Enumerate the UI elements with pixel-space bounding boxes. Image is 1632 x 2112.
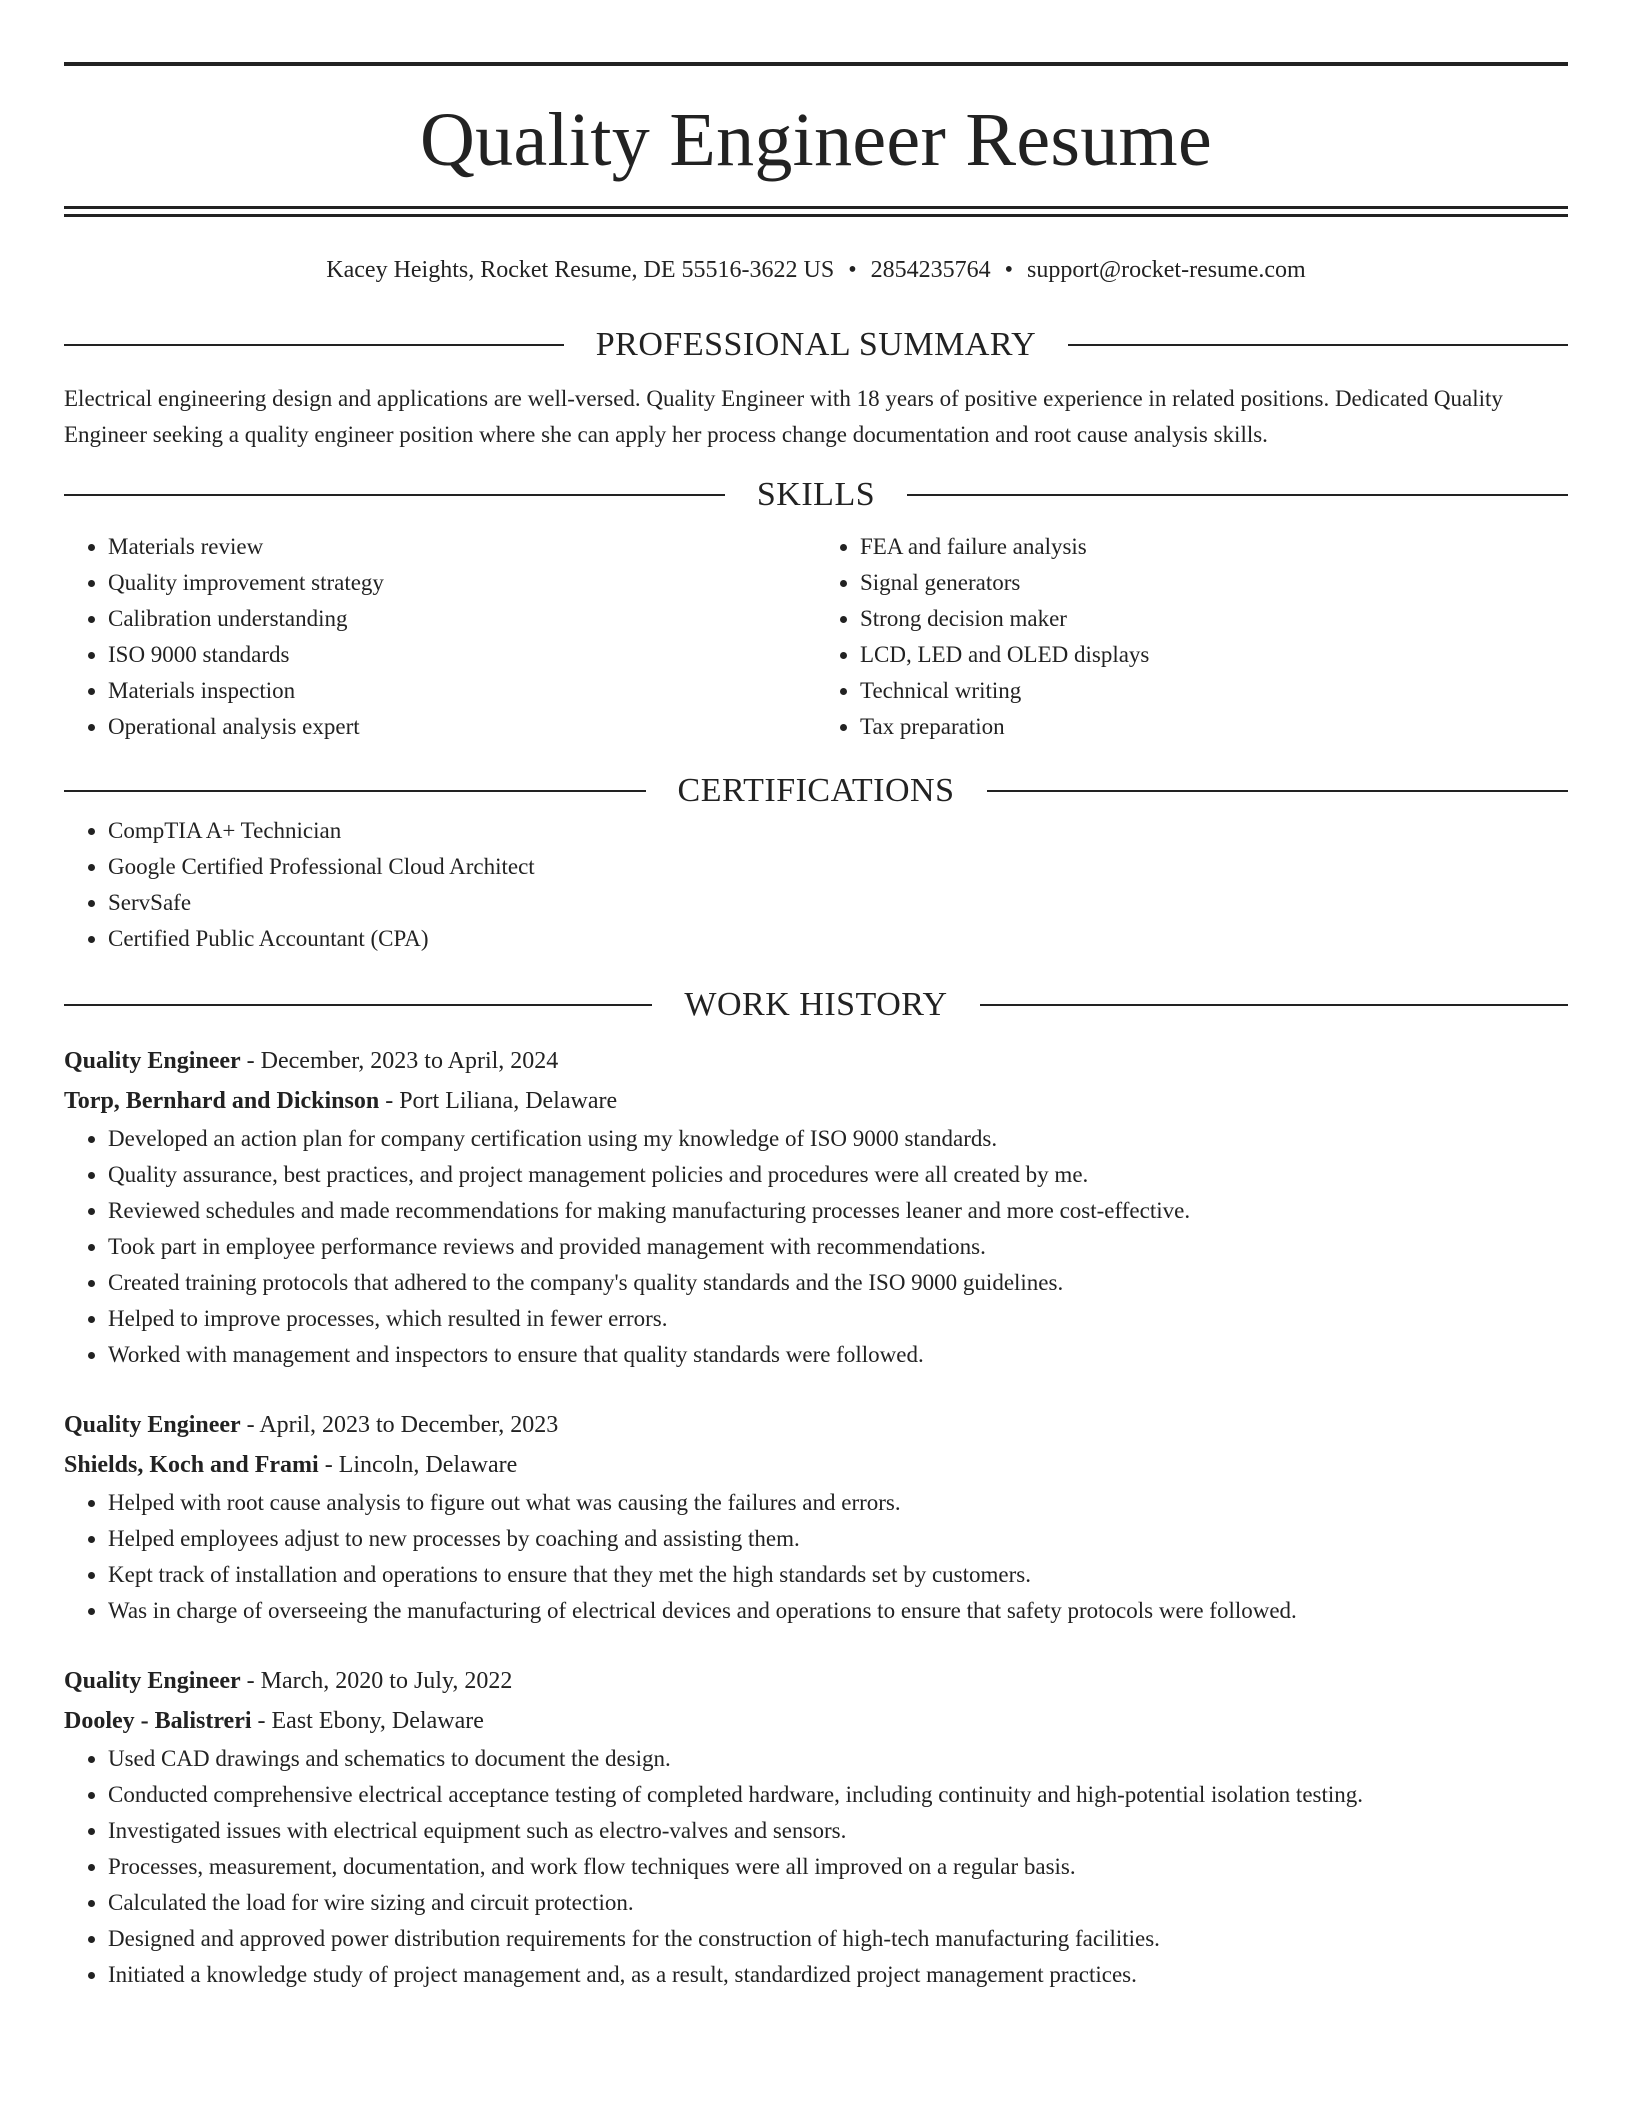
job-title-line xyxy=(64,1661,1568,1701)
contact-phone: 2854235764 xyxy=(870,257,991,283)
job-title-line xyxy=(64,1405,1568,1445)
section-rule-right xyxy=(987,790,1569,792)
section-title-skills: SKILLS xyxy=(756,476,876,513)
job-entry xyxy=(64,1661,1568,1993)
job-duty-item: • Quality assurance, best practices, and project management policies and procedures were all created by me. xyxy=(108,1157,1568,1193)
job-company-line xyxy=(64,1081,1568,1121)
section-rule-left xyxy=(64,494,725,496)
job-duty-item: • Used CAD drawings and schematics to document the design. xyxy=(108,1741,1568,1777)
job-duty-item: • Investigated issues with electrical equipment such as electro-valves and sensors. xyxy=(108,1813,1568,1849)
job-duty-item: • Was in charge of overseeing the manufacturing of electrical devices and operations to ensure that safety protocols were followed. xyxy=(108,1593,1568,1629)
title-bottom-double-rule xyxy=(64,206,1568,217)
skill-item: • FEA and failure analysis xyxy=(860,529,1568,565)
work-history-list xyxy=(64,1041,1568,1993)
job-location: - Lincoln, Delaware xyxy=(318,1452,518,1478)
skill-item: • Technical writing xyxy=(860,673,1568,709)
title-top-rule xyxy=(64,62,1568,66)
job-company: Torp, Bernhard and Dickinson xyxy=(64,1088,380,1114)
job-role: Quality Engineer xyxy=(64,1048,241,1074)
job-company-line xyxy=(64,1701,1568,1741)
section-header-skills xyxy=(64,473,1568,517)
skill-item: • Quality improvement strategy xyxy=(108,565,816,601)
job-duty-item: • Created training protocols that adhered to the company's quality standards and the ISO 9000 guidelines. xyxy=(108,1265,1568,1301)
section-title-work-history: WORK HISTORY xyxy=(684,986,948,1023)
job-company-line xyxy=(64,1445,1568,1485)
job-duty-item: • Worked with management and inspectors to ensure that quality standards were followed. xyxy=(108,1337,1568,1373)
section-rule-left xyxy=(64,344,564,346)
job-dates: - December, 2023 to April, 2024 xyxy=(240,1048,559,1074)
job-duty-item: • Conducted comprehensive electrical acceptance testing of completed hardware, including continuity and high-potential isolation testing. xyxy=(108,1777,1568,1813)
section-title-summary: PROFESSIONAL SUMMARY xyxy=(595,326,1037,363)
job-entry xyxy=(64,1405,1568,1629)
job-duty-item: • Reviewed schedules and made recommendations for making manufacturing processes leaner and more cost-effective. xyxy=(108,1193,1568,1229)
skill-item: • Tax preparation xyxy=(860,709,1568,745)
skill-item: • Strong decision maker xyxy=(860,601,1568,637)
section-rule-left xyxy=(64,1004,652,1006)
skills-grid xyxy=(64,529,1568,745)
job-duties-list xyxy=(64,1741,1568,1993)
certification-item: • Google Certified Professional Cloud Architect xyxy=(108,849,1568,885)
job-duty-item: • Took part in employee performance reviews and provided management with recommendations. xyxy=(108,1229,1568,1265)
job-dates: - March, 2020 to July, 2022 xyxy=(240,1668,513,1694)
contact-address: Kacey Heights, Rocket Resume, DE 55516-3622 US xyxy=(326,257,835,283)
summary-text: Electrical engineering design and applications are well-versed. Quality Engineer with 18 years of positive experience in related positions. Dedicated Quality Engineer seeking a quality engineer position where she can apply her process change documentation and root cause analysis skills. xyxy=(64,386,1503,447)
skill-item: • LCD, LED and OLED displays xyxy=(860,637,1568,673)
job-duties-list xyxy=(64,1485,1568,1629)
job-role: Quality Engineer xyxy=(64,1412,241,1438)
skills-column-right xyxy=(816,529,1568,745)
section-header-summary xyxy=(64,323,1568,367)
job-dates: - April, 2023 to December, 2023 xyxy=(240,1412,559,1438)
job-duty-item: • Developed an action plan for company certification using my knowledge of ISO 9000 standards. xyxy=(108,1121,1568,1157)
job-duty-item: • Helped employees adjust to new processes by coaching and assisting them. xyxy=(108,1521,1568,1557)
section-rule-left xyxy=(64,790,646,792)
section-title-certifications: CERTIFICATIONS xyxy=(677,772,955,809)
skills-column-left xyxy=(64,529,816,745)
section-rule-right xyxy=(980,1004,1568,1006)
job-duty-item: • Designed and approved power distribution requirements for the construction of high-tech manufacturing facilities. xyxy=(108,1921,1568,1957)
job-duty-item: • Initiated a knowledge study of project management and, as a result, standardized project management practices. xyxy=(108,1957,1568,1993)
section-rule-right xyxy=(1068,344,1568,346)
job-duty-item: • Processes, measurement, documentation, and work flow techniques were all improved on a regular basis. xyxy=(108,1849,1568,1885)
job-duty-item: • Kept track of installation and operations to ensure that they met the high standards set by customers. xyxy=(108,1557,1568,1593)
job-entry xyxy=(64,1041,1568,1373)
job-company: Shields, Koch and Frami xyxy=(64,1452,319,1478)
job-title-line xyxy=(64,1041,1568,1081)
skill-item: • Operational analysis expert xyxy=(108,709,816,745)
skill-item: • Materials inspection xyxy=(108,673,816,709)
skill-item: • Materials review xyxy=(108,529,816,565)
skills-list-left xyxy=(64,529,816,745)
certification-item: • CompTIA A+ Technician xyxy=(108,813,1568,849)
job-duty-item: • Helped to improve processes, which resulted in fewer errors. xyxy=(108,1301,1568,1337)
skill-item: • Signal generators xyxy=(860,565,1568,601)
certification-item: • Certified Public Accountant (CPA) xyxy=(108,921,1568,957)
certifications-list xyxy=(64,813,1568,957)
section-rule-right xyxy=(907,494,1568,496)
section-header-work-history xyxy=(64,983,1568,1027)
job-duty-item: • Helped with root cause analysis to figure out what was causing the failures and errors. xyxy=(108,1485,1568,1521)
job-company: Dooley - Balistreri xyxy=(64,1708,252,1734)
contact-separator: • xyxy=(848,257,857,283)
skill-item: • ISO 9000 standards xyxy=(108,637,816,673)
skills-list-right xyxy=(816,529,1568,745)
section-header-certifications xyxy=(64,769,1568,813)
job-duty-item: • Calculated the load for wire sizing and circuit protection. xyxy=(108,1885,1568,1921)
certification-item: • ServSafe xyxy=(108,885,1568,921)
job-duties-list xyxy=(64,1121,1568,1373)
job-role: Quality Engineer xyxy=(64,1668,241,1694)
job-location: - Port Liliana, Delaware xyxy=(379,1088,618,1114)
contact-separator: • xyxy=(1004,257,1014,283)
job-location: - East Ebony, Delaware xyxy=(251,1708,484,1734)
resume-title: Quality Engineer Resume xyxy=(419,98,1213,182)
skill-item: • Calibration understanding xyxy=(108,601,816,637)
contact-email: support@rocket-resume.com xyxy=(1027,257,1306,283)
contact-line xyxy=(64,255,1568,285)
